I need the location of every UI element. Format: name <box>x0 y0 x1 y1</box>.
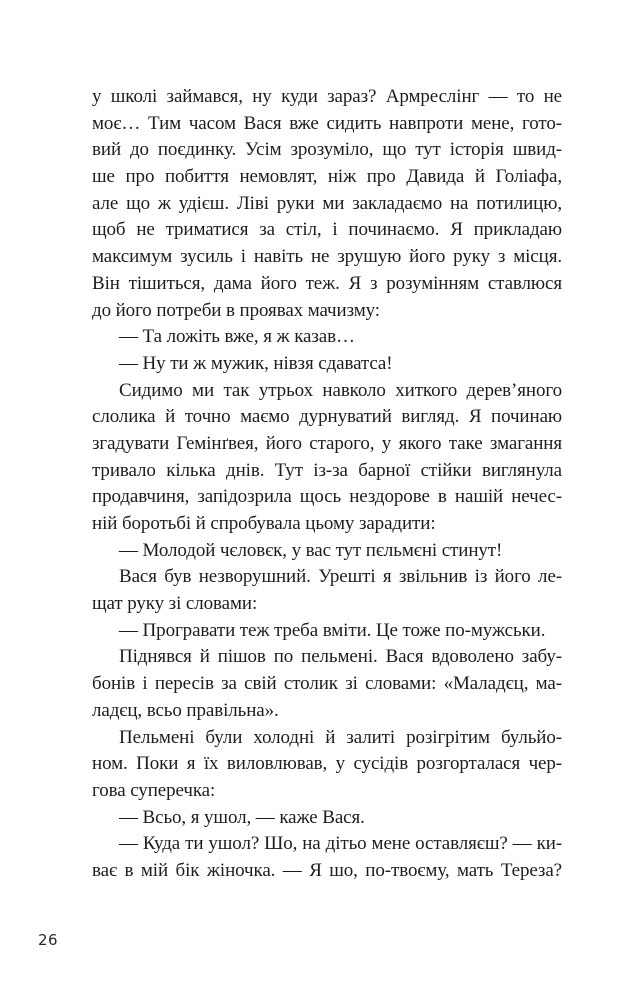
paragraph <box>92 564 562 617</box>
page-number: 26 <box>38 931 59 949</box>
text-line: продавчиня, запідозрила щось нездорове в нашій нечес- <box>92 486 562 508</box>
paragraph <box>92 324 562 351</box>
paragraph <box>92 84 562 324</box>
text-line: щат руку зі словами: <box>92 593 258 615</box>
text-line: до його потреби в проявах мачизму: <box>92 299 380 321</box>
text-line: гова суперечка: <box>92 779 216 801</box>
text-line: тривало кілька днів. Тут із-за барної стійки виглянула <box>92 459 562 481</box>
text-line: ває в мій бік жіночка. — Я шо, по-твоєму, мать Тереза? <box>92 859 562 881</box>
text-line: Пельмені були холодні й залиті розігрітим бульйо- <box>119 726 562 748</box>
paragraph <box>92 351 562 378</box>
text-line: Він тішиться, дама його теж. Я з розумінням ставлюся <box>92 272 562 294</box>
text-line: — Молодой чєловєк, у вас тут пєльмєні стинут! <box>119 539 503 561</box>
text-line: ладєц, всьо правільна». <box>92 699 279 721</box>
paragraph <box>92 831 562 884</box>
text-line: вий до поєдинку. Усім зрозуміло, що тут історія швид- <box>92 139 562 161</box>
text-line: — Ну ти ж мужик, нівзя сдаватса! <box>119 352 393 374</box>
page-text <box>92 84 562 885</box>
text-line: у школі займався, ну куди зараз? Армреслінг — то не <box>92 86 562 107</box>
text-line: бонів і пересів за свій столик зі словами: «Маладєц, ма- <box>92 673 562 695</box>
text-line: — Програвати теж треба вміти. Це тоже по-мужськи. <box>119 619 546 641</box>
text-line: — Та ложіть вже, я ж казав… <box>119 326 355 348</box>
paragraph <box>92 618 562 645</box>
text-line: — Всьо, я ушол, — каже Вася. <box>119 806 365 828</box>
text-line: моє… Тим часом Вася вже сидить навпроти мене, гото- <box>92 112 562 134</box>
text-line: ше про побиття немовлят, ніж про Давида й Голіафа, <box>92 166 562 188</box>
text-line: ній боротьбі й спробувала цьому зарадити: <box>92 513 436 534</box>
text-line: Сидимо ми так утрьох навколо хиткого дерев’яного <box>119 379 562 401</box>
paragraph <box>92 805 562 832</box>
text-line: слолика й точно маємо дурнуватий вигляд. Я починаю <box>92 406 562 428</box>
text-line: але що ж удієш. Ліві руки ми закладаємо на потилицю, <box>92 192 562 214</box>
paragraph <box>92 644 562 724</box>
text-line: — Куда ти ушол? Шо, на дітьо мене оставляєш? — ки- <box>119 833 562 855</box>
text-line: згадувати Гемінґвея, його старого, у якого таке змагання <box>92 432 562 454</box>
text-line: максимум зусиль і навіть не зрушую його руку з місця. <box>92 246 562 268</box>
text-line: щоб не триматися за стіл, і починаємо. Я прикладаю <box>92 219 562 241</box>
paragraph <box>92 725 562 805</box>
text-line: ном. Поки я їх виловлював, у сусідів розгорталася чер- <box>92 753 562 775</box>
paragraph <box>92 538 562 565</box>
text-line: Піднявся й пішов по пельмені. Вася вдоволено забу- <box>119 646 562 668</box>
text-line: Вася був незворушний. Урешті я звільнив із його ле- <box>119 566 562 588</box>
paragraph <box>92 378 562 538</box>
